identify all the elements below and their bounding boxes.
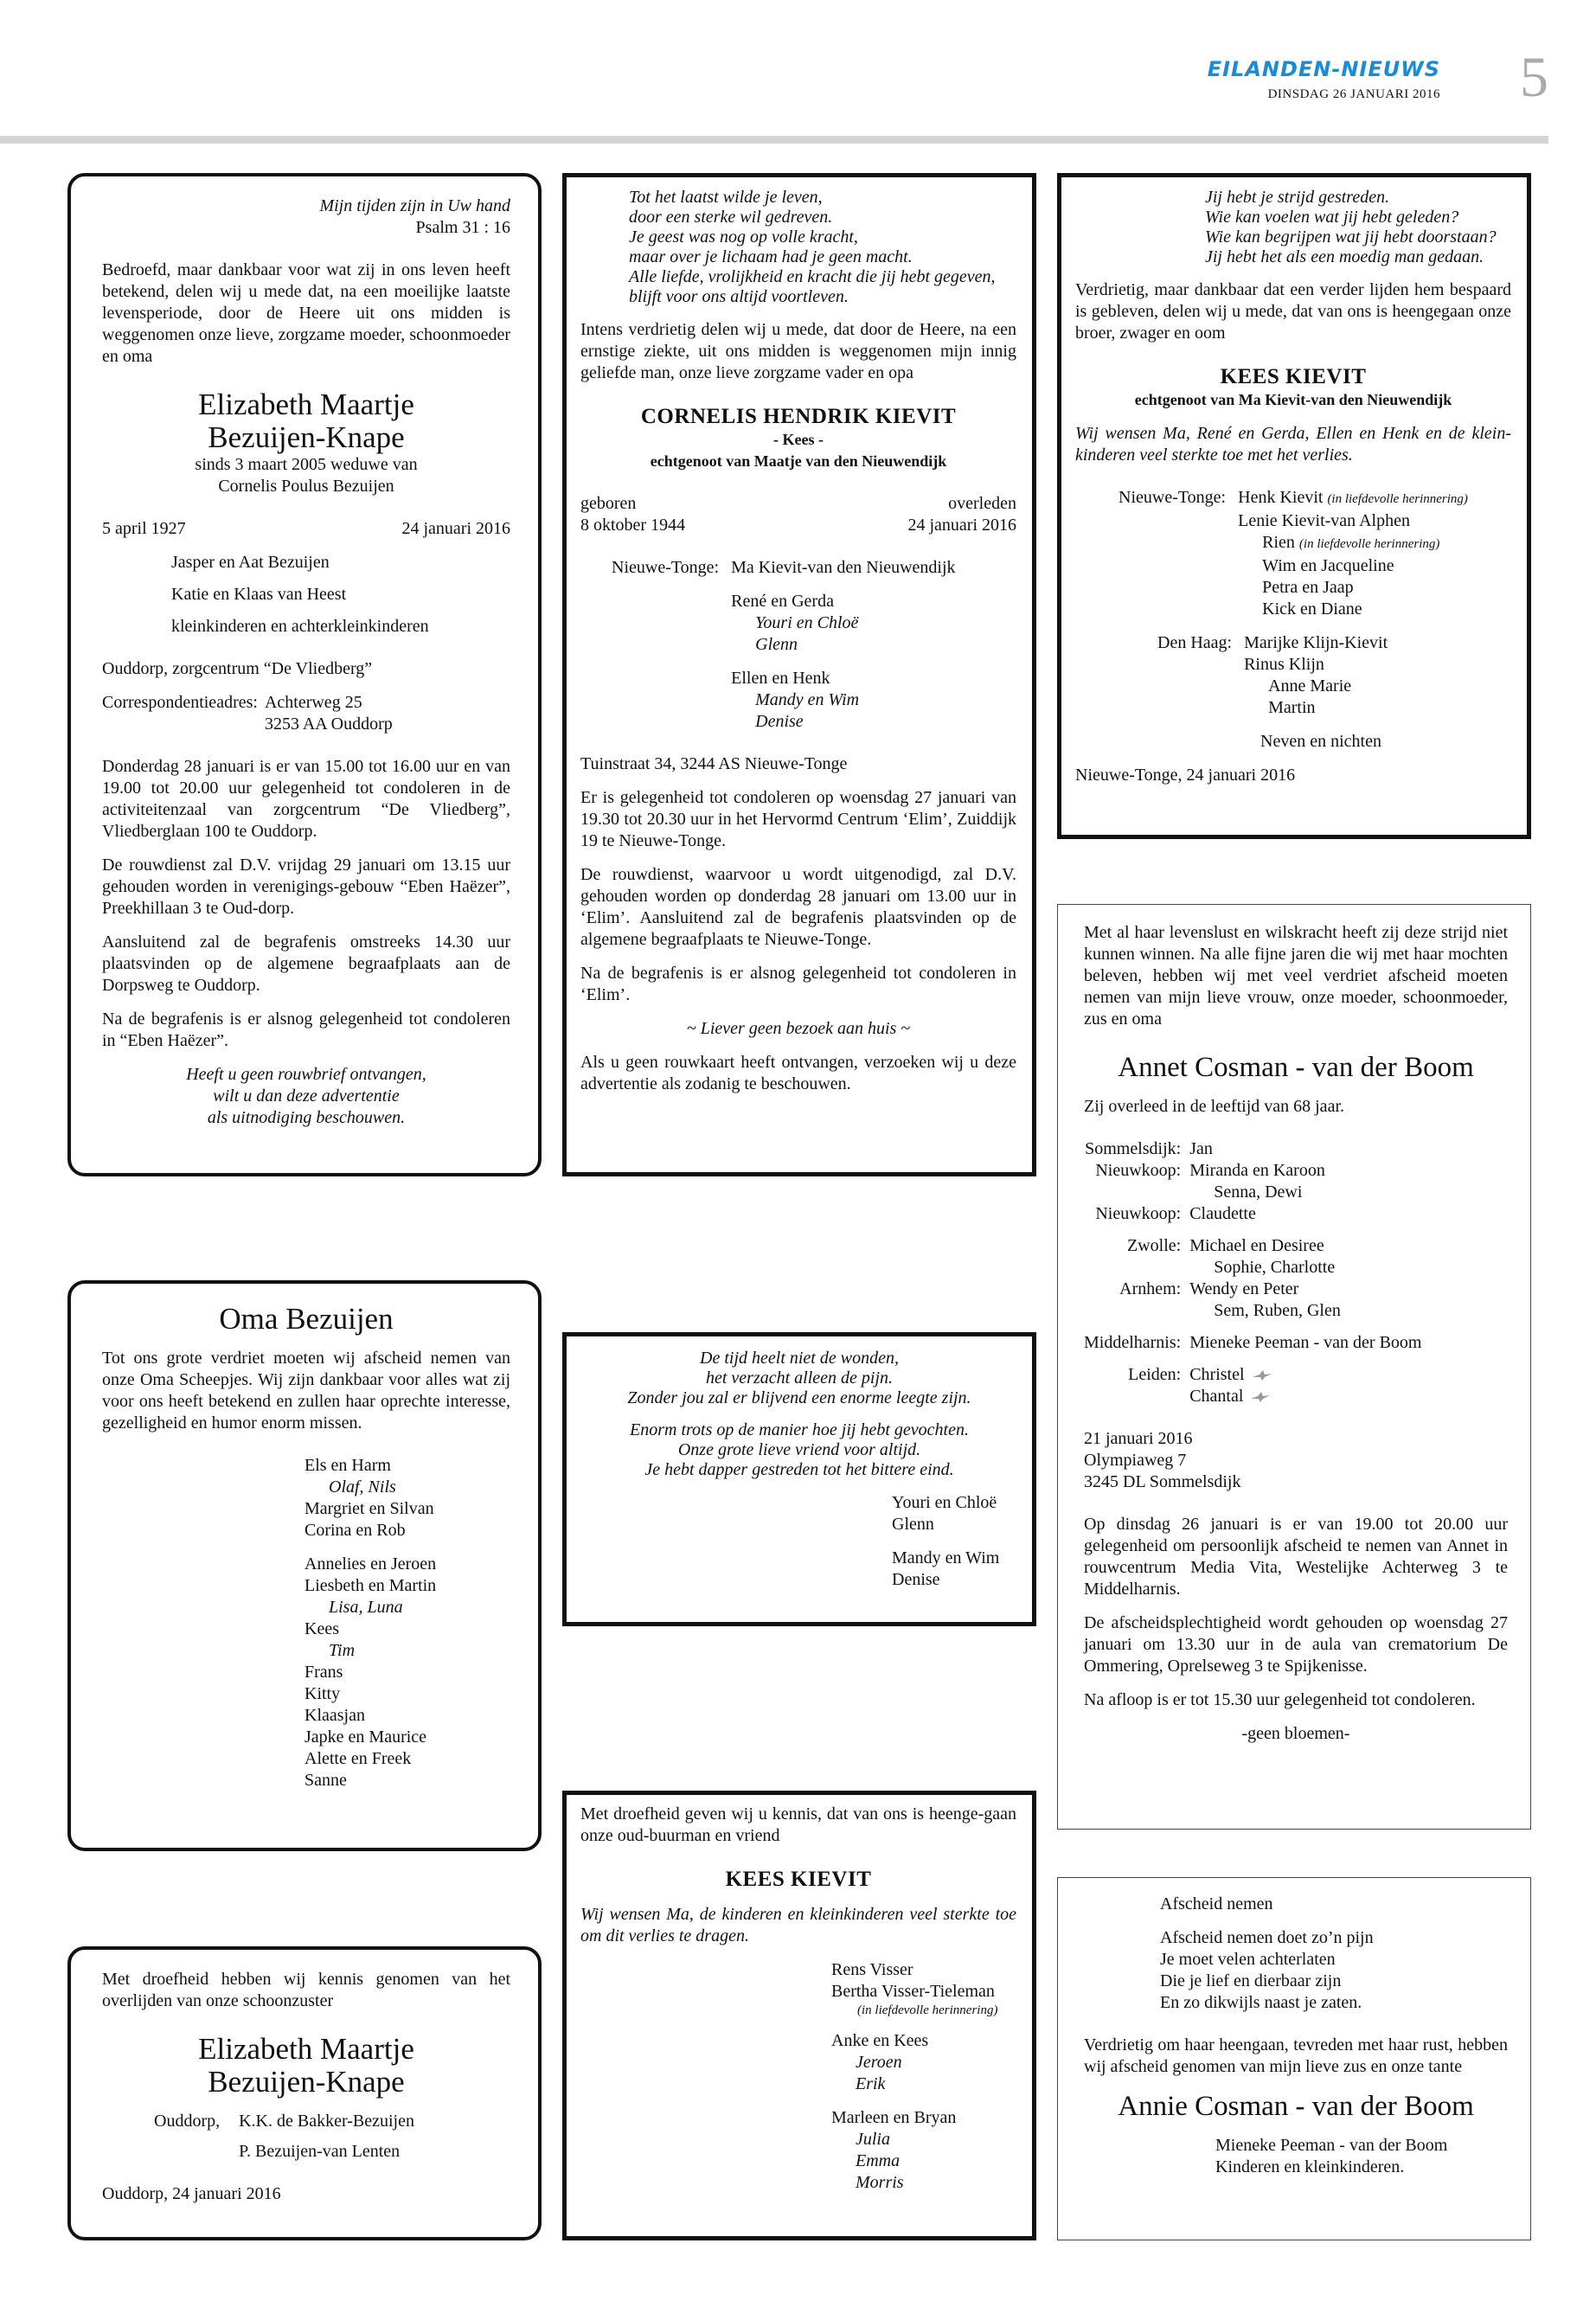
signatory: Mandy en Wim bbox=[892, 1548, 1000, 1567]
poem-line: Tot het laatst wilde je leven, bbox=[629, 188, 823, 207]
signatory-place: Ouddorp, bbox=[154, 2112, 221, 2131]
grandchildren-list bbox=[102, 1455, 510, 1791]
spouse-line: echtgenoot van Maatje van den Nieuwendijk bbox=[650, 452, 947, 470]
poem bbox=[1084, 1894, 1508, 2014]
family-member: Petra en Jaap bbox=[1262, 578, 1354, 597]
family-town: Den Haag: bbox=[1157, 633, 1233, 652]
family-children: Glenn bbox=[755, 635, 798, 654]
address-line: 3245 DL Sommelsdijk bbox=[1084, 1472, 1241, 1491]
family-member: Rien bbox=[1262, 533, 1295, 552]
family-list bbox=[1084, 1138, 1508, 1407]
poem-line: Die je lief en dierbaar zijn bbox=[1160, 1971, 1342, 1990]
condolence-after: Na afloop is er tot 15.30 uur gelegenheid tot condoleren. bbox=[1084, 1690, 1476, 1709]
family-children: Olaf, Nils bbox=[329, 1477, 396, 1497]
signatories bbox=[102, 2111, 510, 2163]
page-number: 5 bbox=[1520, 46, 1548, 109]
family-member: Marijke Klijn-Kievit bbox=[1244, 633, 1388, 652]
correspondence-address bbox=[102, 692, 510, 735]
address-label: Correspondentieadres: bbox=[102, 693, 258, 712]
ad-schoonzuster bbox=[67, 1946, 542, 2240]
poem-line: Wie kan voelen wat jij hebt geleden? bbox=[1205, 208, 1459, 227]
condolence-info: Op dinsdag 26 januari is er van 19.00 tot 20.00 uur gelegenheid om persoonlijk afscheid te nemen van Annet in rouwcentrum Media Vita, Westelijke Achterweg 3 te Middelharnis. bbox=[1084, 1515, 1508, 1599]
deceased-name-first: Elizabeth Maartje bbox=[198, 2032, 414, 2066]
family-member: Martin bbox=[1268, 698, 1316, 717]
service-info: De rouwdienst, waarvoor u wordt uitgenodigd, zal D.V. gehouden worden op donderdag 28 januari om 13.00 uur in ‘Elim’. Aansluitend zal de begrafenis plaatsvinden op de algemene begraafplaats te Nieuwe-Tonge. bbox=[580, 865, 1016, 949]
family-town: Nieuwe-Tonge: bbox=[1118, 488, 1227, 507]
poem-line: Onze grote lieve vriend voor altijd. bbox=[677, 1440, 921, 1459]
poem-line: maar over je lichaam had je geen macht. bbox=[629, 247, 913, 266]
family-member: Henk Kievit bbox=[1238, 488, 1324, 507]
flowers-note: -geen bloemen- bbox=[1241, 1724, 1350, 1743]
family-member: Frans bbox=[304, 1663, 343, 1682]
family-member: Kick en Diane bbox=[1262, 599, 1362, 619]
poem-line: De tijd heelt niet de wonden, bbox=[700, 1349, 899, 1368]
poem bbox=[1075, 188, 1511, 267]
family-list bbox=[1075, 632, 1511, 719]
header-rule bbox=[0, 136, 1548, 144]
family-town: Nieuwe-Tonge: bbox=[612, 558, 720, 577]
family-member: Mieneke Peeman - van der Boom bbox=[1189, 1333, 1422, 1352]
family-member: Jasper en Aat Bezuijen bbox=[171, 553, 330, 572]
family-list bbox=[102, 552, 510, 638]
family-member: Ma Kievit-van den Nieuwendijk bbox=[731, 558, 956, 577]
family-member: Rinus Klijn bbox=[1244, 655, 1324, 674]
ad-oma-bezuijen bbox=[67, 1280, 542, 1851]
home-address: Tuinstraat 34, 3244 AS Nieuwe-Tonge bbox=[580, 754, 848, 773]
birth-label: geboren bbox=[580, 494, 637, 513]
family-member: Christel bbox=[1189, 1365, 1245, 1384]
address-line: 3253 AA Ouddorp bbox=[264, 715, 393, 734]
signatories bbox=[580, 1959, 1016, 2194]
poem-line: Alle liefde, vrolijkheid en kracht die jij hebt gegeven, bbox=[629, 267, 996, 286]
verse-line: Mijn tijden zijn in Uw hand bbox=[319, 196, 510, 215]
poem-line: Jij hebt je strijd gestreden. bbox=[1205, 188, 1390, 207]
family-children: Sophie, Charlotte bbox=[1214, 1258, 1336, 1277]
memorial-note: (in liefdevolle herinnering) bbox=[1327, 492, 1468, 506]
closing-text: Als u geen rouwkaart heeft ontvangen, verzoeken wij u deze advertentie als zodanig te beschouwen. bbox=[580, 1053, 1016, 1093]
ad-bezuijen-family bbox=[67, 173, 542, 1176]
family-member: René en Gerda bbox=[731, 592, 834, 611]
family-member: Anne Marie bbox=[1268, 676, 1352, 695]
spouse-line: echtgenoot van Ma Kievit-van den Nieuwendijk bbox=[1134, 391, 1452, 408]
death-label: overleden bbox=[948, 494, 1016, 513]
family-member: Corina en Rob bbox=[304, 1521, 406, 1540]
ad-neighbours-kievit bbox=[562, 1791, 1036, 2240]
poem-line: Afscheid nemen doet zo’n pijn bbox=[1160, 1928, 1374, 1947]
family-member: Margriet en Silvan bbox=[304, 1499, 434, 1518]
signatory: Rens Visser bbox=[831, 1960, 913, 1979]
deceased-name: CORNELIS HENDRIK KIEVIT bbox=[640, 405, 957, 428]
closing-line: wilt u dan deze advertentie bbox=[213, 1086, 400, 1106]
service-info: De rouwdienst zal D.V. vrijdag 29 januari om 13.15 uur gehouden worden in verenigings-gebouw “Eben Haëzer”, Preekhillaan 3 te Oud-dorp. bbox=[102, 856, 510, 918]
wish-text: Wij wensen Ma, René en Gerda, Ellen en Henk en de klein-kinderen veel sterkte toe met het verlies. bbox=[1075, 424, 1511, 465]
family-member: Japke en Maurice bbox=[304, 1727, 427, 1747]
signatory-child: Julia bbox=[856, 2130, 890, 2149]
signatory-child: Erik bbox=[856, 2074, 886, 2093]
ad-cornelis-kievit bbox=[562, 173, 1036, 1176]
poem-line: blijft voor ons altijd voortleven. bbox=[629, 287, 849, 306]
family-member: Alette en Freek bbox=[304, 1749, 412, 1768]
poem-line: Je hebt dapper gestreden tot het bittere eind. bbox=[644, 1460, 954, 1479]
announcement-text: Bedroefd, maar dankbaar voor wat zij in ons leven heeft betekend, delen wij u mede dat, na een moeilijke laatste levensperiode, door de Heere uit ons midden is weggenomen onze lieve, zorgzame moeder, schoonmoeder en oma bbox=[102, 260, 510, 366]
announcement-text: Met al haar levenslust en wilskracht heeft zij deze strijd niet kunnen winnen. Na alle fijne jaren die wij met haar mochten beleven, hebben wij met veel verdriet afscheid moeten nemen van mijn lieve vrouw, onze moeder, schoonmoeder, zus en oma bbox=[1084, 923, 1508, 1029]
ad-date: Ouddorp, 24 januari 2016 bbox=[102, 2184, 281, 2203]
family-children: Denise bbox=[755, 712, 804, 731]
memorial-note: (in liefdevolle herinnering) bbox=[857, 2003, 998, 2017]
announcement-text: Intens verdrietig delen wij u mede, dat door de Heere, na een ernstige ziekte, uit ons midden is weggenomen mijn innig geliefde man, onze lieve zorgzame vader en opa bbox=[580, 320, 1016, 382]
family-town: Leiden: bbox=[1128, 1365, 1182, 1384]
family-member: Klaasjan bbox=[304, 1706, 365, 1725]
ad-kees-kievit bbox=[1057, 173, 1531, 839]
poem-line: Je geest was nog op volle kracht, bbox=[629, 228, 858, 247]
family-children: Lisa, Luna bbox=[329, 1598, 403, 1617]
family-list bbox=[1075, 487, 1511, 620]
signatory-child: Emma bbox=[856, 2151, 901, 2170]
deceased-name: Annie Cosman - van der Boom bbox=[1118, 2091, 1474, 2122]
signatory: Glenn bbox=[892, 1515, 934, 1534]
poem-line: het verzacht alleen de pijn. bbox=[705, 1368, 894, 1388]
family-member: Lenie Kievit-van Alphen bbox=[1238, 511, 1410, 530]
family-member: Michael en Desiree bbox=[1189, 1236, 1324, 1255]
widow-line: sinds 3 maart 2005 weduwe van bbox=[195, 455, 418, 474]
header-date: DINSDAG 26 JANUARI 2016 bbox=[1267, 87, 1440, 101]
condolence-after: Na de begrafenis is er alsnog gelegenheid tot condoleren in ‘Elim’. bbox=[580, 964, 1016, 1004]
memorial-note: (in liefdevolle herinnering) bbox=[1298, 537, 1440, 551]
life-dates bbox=[580, 493, 1016, 536]
family-town: Sommelsdijk: bbox=[1085, 1139, 1182, 1158]
signatory: Mieneke Peeman - van der Boom bbox=[1215, 2136, 1448, 2155]
signatory: Bertha Visser-Tieleman bbox=[831, 1982, 995, 2001]
poem-title: Afscheid nemen bbox=[1160, 1894, 1273, 1913]
family-children: Sem, Ruben, Glen bbox=[1214, 1301, 1341, 1320]
family-children: Senna, Dewi bbox=[1214, 1183, 1303, 1202]
deceased-name-last: Bezuijen-Knape bbox=[208, 420, 405, 454]
service-info: De afscheidsplechtigheid wordt gehouden op woensdag 27 januari om 13.30 uur in de aula van crematorium De Ommering, Oprelseweg 3 te Spijkenisse. bbox=[1084, 1613, 1508, 1676]
condolence-info: Donderdag 28 januari is er van 15.00 tot 16.00 uur en van 19.00 tot 20.00 uur gelegenheid tot condoleren in de activiteitenzaal van zorgcentrum “De Vliedberg”, Vliedberglaan 100 te Ouddorp. bbox=[102, 757, 510, 841]
family-member: Katie en Klaas van Heest bbox=[171, 585, 347, 604]
dove-icon bbox=[1252, 1369, 1272, 1381]
ad-title: Oma Bezuijen bbox=[219, 1302, 394, 1336]
family-member: Els en Harm bbox=[304, 1456, 391, 1475]
announcement-text: Met droefheid geven wij u kennis, dat van ons is heenge-gaan onze oud-buurman en vriend bbox=[580, 1804, 1016, 1845]
signatory-child: Jeroen bbox=[856, 2053, 902, 2072]
nephews-nieces: Neven en nichten bbox=[1260, 732, 1381, 751]
poem bbox=[580, 188, 1016, 307]
announcement-text: Met droefheid hebben wij kennis genomen van het overlijden van onze schoonzuster bbox=[102, 1970, 510, 2010]
widow-name: Cornelis Poulus Bezuijen bbox=[218, 477, 394, 496]
death-date: 24 januari 2016 bbox=[907, 516, 1016, 535]
deceased-name: Annet Cosman - van der Boom bbox=[1118, 1052, 1474, 1083]
deceased-name: KEES KIEVIT bbox=[725, 1868, 872, 1891]
family-member: Wim en Jacqueline bbox=[1262, 556, 1394, 575]
family-member: kleinkinderen en achterkleinkinderen bbox=[171, 617, 429, 636]
family-town: Arnhem: bbox=[1119, 1279, 1182, 1298]
poem-line: Zonder jou zal er blijvend een enorme leegte zijn. bbox=[627, 1388, 971, 1407]
poem-line: door een sterke wil gedreven. bbox=[629, 208, 833, 227]
condolence-info: Er is gelegenheid tot condoleren op woensdag 27 januari van 19.30 tot 20.30 uur in het Hervormd Centrum ‘Elim’, Zuiddijk 19 te Nieuwe-Tonge. bbox=[580, 788, 1016, 850]
nickname: - Kees - bbox=[773, 431, 824, 448]
family-children: Youri en Chloë bbox=[755, 613, 859, 632]
family-member: Ellen en Henk bbox=[731, 669, 830, 688]
announcement-text: Tot ons grote verdriet moeten wij afscheid nemen van onze Oma Scheepjes. Wij zijn dankbaar voor alles wat zij voor ons heeft betekend en zullen haar oprechte interesse, gezelligheid en humor enorm missen. bbox=[102, 1349, 510, 1433]
poem-line: Je moet velen achterlaten bbox=[1160, 1950, 1336, 1969]
visit-note: ~ Liever geen bezoek aan huis ~ bbox=[686, 1019, 911, 1038]
signatory: Kinderen en kleinkinderen. bbox=[1215, 2157, 1405, 2176]
birth-date: 8 oktober 1944 bbox=[580, 516, 686, 535]
wish-text: Wij wensen Ma, de kinderen en kleinkinderen veel sterkte toe om dit verlies te dragen. bbox=[580, 1905, 1016, 1945]
signatory: Anke en Kees bbox=[831, 2031, 929, 2050]
address-line: Olympiaweg 7 bbox=[1084, 1451, 1187, 1470]
family-member: Liesbeth en Martin bbox=[304, 1576, 437, 1595]
age-line: Zij overleed in de leeftijd van 68 jaar. bbox=[1084, 1097, 1344, 1116]
family-member: Kitty bbox=[304, 1684, 341, 1703]
family-member: Miranda en Karoon bbox=[1189, 1161, 1325, 1180]
dove-icon bbox=[1250, 1391, 1271, 1403]
family-member: Jan bbox=[1189, 1139, 1213, 1158]
poem-line: Enorm trots op de manier hoe jij hebt gevochten. bbox=[630, 1420, 969, 1439]
family-town: Nieuwkoop: bbox=[1095, 1204, 1182, 1223]
verse-ref: Psalm 31 : 16 bbox=[415, 218, 510, 237]
family-member: Sanne bbox=[304, 1771, 347, 1790]
announcement-text: Verdrietig om haar heengaan, tevreden met haar rust, hebben wij afscheid genomen van mijn lieve zus en onze tante bbox=[1084, 2035, 1508, 2076]
announcement-text: Verdrietig, maar dankbaar dat een verder lijden hem bespaard is gebleven, delen wij u mede, dat van ons is heengegaan onze broer, zwager en oom bbox=[1075, 280, 1511, 343]
signatory: K.K. de Bakker-Bezuijen bbox=[239, 2112, 414, 2131]
poem-line: En zo dikwijls naast je zaten. bbox=[1160, 1993, 1362, 2012]
address-line: Achterweg 25 bbox=[264, 693, 362, 712]
family-town: Zwolle: bbox=[1127, 1236, 1182, 1255]
family-town: Nieuwkoop: bbox=[1095, 1161, 1182, 1180]
family-member: Wendy en Peter bbox=[1189, 1279, 1299, 1298]
family-town: Middelharnis: bbox=[1084, 1333, 1182, 1352]
signatory: Marleen en Bryan bbox=[831, 2108, 957, 2127]
ad-date: 21 januari 2016 bbox=[1084, 1429, 1193, 1448]
family-list bbox=[580, 557, 1016, 733]
life-dates bbox=[102, 518, 510, 540]
signatory: P. Bezuijen-van Lenten bbox=[239, 2142, 401, 2161]
death-date: 24 januari 2016 bbox=[401, 519, 510, 538]
funeral-info: Aansluitend zal de begrafenis omstreeks 14.30 uur plaatsvinden op de algemene begraafplaats aan de Dorpsweg te Ouddorp. bbox=[102, 933, 510, 995]
poem-line: Wie kan begrijpen wat jij hebt doorstaan? bbox=[1205, 228, 1497, 247]
signatory: Denise bbox=[892, 1570, 940, 1589]
poem-line: Jij hebt het als een moedig man gedaan. bbox=[1205, 247, 1484, 266]
birth-date: 5 april 1927 bbox=[102, 519, 186, 538]
family-member: Chantal bbox=[1189, 1387, 1244, 1406]
family-children: Tim bbox=[329, 1641, 356, 1660]
header-brand: EILANDEN-NIEUWS bbox=[1207, 57, 1440, 81]
condolence-after: Na de begrafenis is er alsnog gelegenheid tot condoleren in “Eben Haëzer”. bbox=[102, 1009, 510, 1050]
family-member: Annelies en Jeroen bbox=[304, 1554, 437, 1574]
ad-annie-cosman bbox=[1057, 1877, 1531, 2240]
family-children: Mandy en Wim bbox=[755, 690, 860, 709]
signatory: Youri en Chloë bbox=[892, 1493, 997, 1512]
deceased-name: KEES KIEVIT bbox=[1220, 365, 1367, 388]
closing-line: als uitnodiging beschouwen. bbox=[207, 1108, 406, 1127]
location: Ouddorp, zorgcentrum “De Vliedberg” bbox=[102, 659, 373, 678]
deceased-name-first: Elizabeth Maartje bbox=[198, 388, 414, 421]
family-member: Kees bbox=[304, 1619, 339, 1638]
signatories bbox=[582, 1492, 1016, 1591]
closing-line: Heeft u geen rouwbrief ontvangen, bbox=[186, 1065, 426, 1084]
signatories bbox=[1084, 2135, 1508, 2178]
ad-date: Nieuwe-Tonge, 24 januari 2016 bbox=[1075, 766, 1296, 785]
ad-annet-cosman bbox=[1057, 904, 1531, 1830]
signatory-child: Morris bbox=[856, 2173, 904, 2192]
ad-grandchildren-poem bbox=[562, 1332, 1036, 1626]
deceased-name-last: Bezuijen-Knape bbox=[208, 2065, 405, 2099]
family-member: Claudette bbox=[1189, 1204, 1256, 1223]
